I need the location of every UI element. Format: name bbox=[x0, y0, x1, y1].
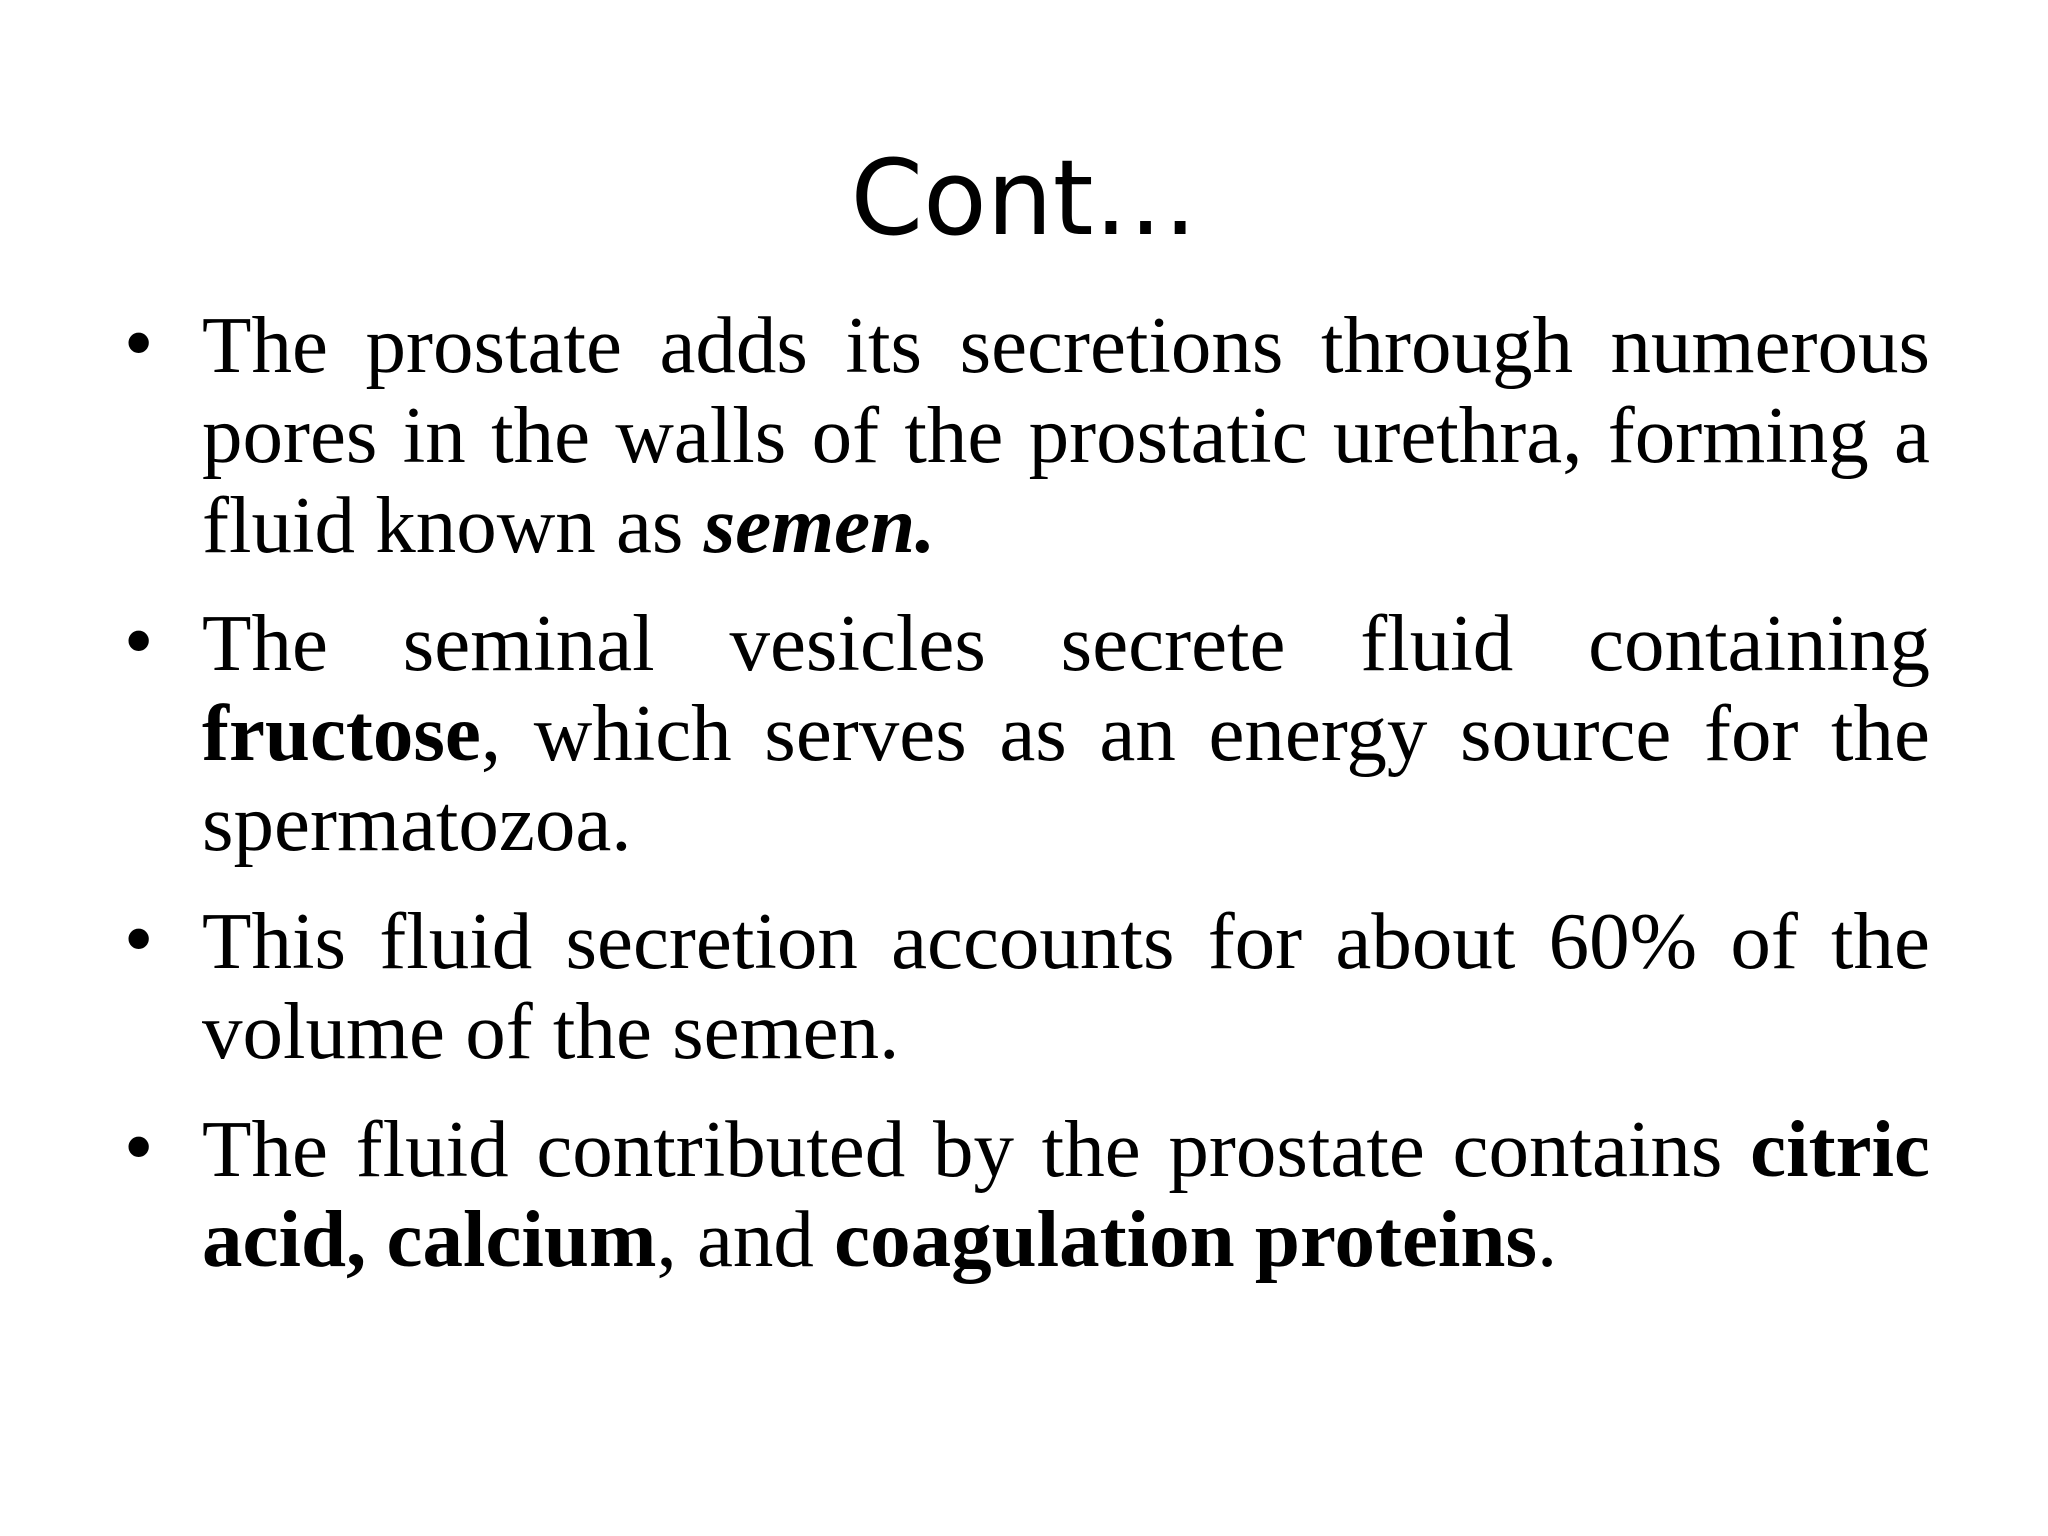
bullet-list bbox=[118, 300, 1930, 1312]
bullet-icon: • bbox=[118, 602, 160, 684]
bullet-item-1 bbox=[118, 300, 1930, 570]
bullet-icon: • bbox=[118, 1108, 160, 1190]
bullet-item-2 bbox=[118, 598, 1930, 868]
bullet-text: The seminal vesicles secrete fluid containing bbox=[202, 598, 1930, 688]
bullet-text: , which serves as an energy source for the spermatozoa. bbox=[202, 688, 1930, 868]
bullet-item-4 bbox=[118, 1104, 1930, 1284]
emphasis-text: citric acid, calcium bbox=[202, 1104, 1930, 1284]
bullet-text: The fluid contributed by the prostate contains bbox=[202, 1104, 1751, 1194]
slide-title: Cont… bbox=[850, 137, 1198, 259]
bullet-text: The prostate adds its secretions through numerous pores in the walls of the prostatic urethra, forming a fluid known as bbox=[202, 300, 1930, 570]
bullet-text: This fluid secretion accounts for about 60% of the volume of the semen. bbox=[202, 896, 1930, 1076]
emphasis-text: coagulation proteins bbox=[834, 1194, 1537, 1284]
bullet-text: . bbox=[1536, 1194, 1558, 1284]
emphasis-text: fructose bbox=[202, 688, 481, 778]
bullet-item-3 bbox=[118, 896, 1930, 1076]
bullet-icon: • bbox=[118, 304, 160, 386]
bullet-text: , and bbox=[656, 1194, 835, 1284]
emphasis-text: semen. bbox=[703, 480, 936, 570]
bullet-icon: • bbox=[118, 900, 160, 982]
